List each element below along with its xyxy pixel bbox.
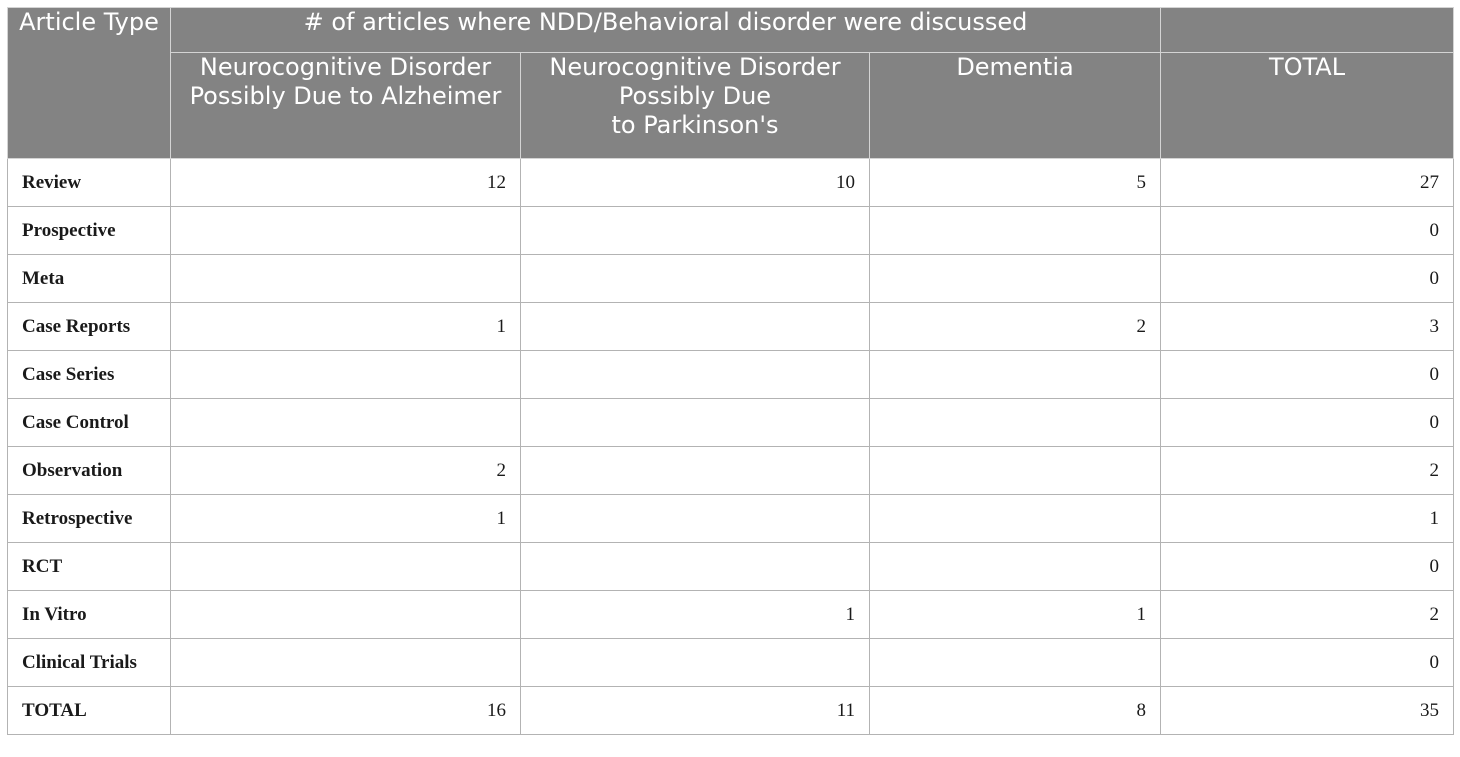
row-label: Case Reports <box>8 303 171 351</box>
cell-dementia: 1 <box>870 591 1161 639</box>
cell-total: 0 <box>1161 543 1454 591</box>
cell-dementia: 8 <box>870 687 1161 735</box>
cell-total: 2 <box>1161 591 1454 639</box>
cell-parkinson <box>521 447 870 495</box>
table-row <box>8 255 1454 303</box>
cell-alzheimer <box>171 207 521 255</box>
cell-total: 3 <box>1161 303 1454 351</box>
header-col-parkinson-line2: to Parkinson's <box>611 111 779 140</box>
cell-dementia <box>870 495 1161 543</box>
table-row <box>8 303 1454 351</box>
cell-dementia <box>870 351 1161 399</box>
cell-total: 0 <box>1161 351 1454 399</box>
cell-parkinson <box>521 303 870 351</box>
row-label: Case Series <box>8 351 171 399</box>
row-label: Case Control <box>8 399 171 447</box>
cell-alzheimer <box>171 639 521 687</box>
cell-total: 0 <box>1161 255 1454 303</box>
cell-alzheimer: 16 <box>171 687 521 735</box>
header-row-top <box>8 8 1454 53</box>
cell-total: 27 <box>1161 159 1454 207</box>
table-row <box>8 207 1454 255</box>
cell-total: 0 <box>1161 207 1454 255</box>
header-col-total: TOTAL <box>1161 53 1454 159</box>
cell-dementia <box>870 543 1161 591</box>
cell-alzheimer: 2 <box>171 447 521 495</box>
row-label: Meta <box>8 255 171 303</box>
cell-dementia <box>870 399 1161 447</box>
cell-total: 0 <box>1161 399 1454 447</box>
cell-alzheimer: 1 <box>171 495 521 543</box>
cell-parkinson <box>521 351 870 399</box>
cell-alzheimer <box>171 591 521 639</box>
cell-parkinson: 10 <box>521 159 870 207</box>
row-label: Review <box>8 159 171 207</box>
header-col-alzheimer: Neurocognitive Disorder Possibly Due to Alzheimer <box>171 53 521 159</box>
table-row <box>8 159 1454 207</box>
cell-total: 0 <box>1161 639 1454 687</box>
cell-dementia <box>870 447 1161 495</box>
table-header <box>8 8 1454 159</box>
table-row <box>8 639 1454 687</box>
row-label: Clinical Trials <box>8 639 171 687</box>
cell-parkinson <box>521 639 870 687</box>
table-row <box>8 447 1454 495</box>
header-empty <box>1161 8 1454 53</box>
table-row <box>8 399 1454 447</box>
cell-parkinson: 11 <box>521 687 870 735</box>
cell-alzheimer <box>171 255 521 303</box>
cell-dementia <box>870 255 1161 303</box>
cell-alzheimer <box>171 351 521 399</box>
cell-total: 2 <box>1161 447 1454 495</box>
cell-total: 1 <box>1161 495 1454 543</box>
row-label: Retrospective <box>8 495 171 543</box>
cell-alzheimer: 1 <box>171 303 521 351</box>
table-row <box>8 543 1454 591</box>
cell-parkinson <box>521 399 870 447</box>
header-col-dementia: Dementia <box>870 53 1161 159</box>
table-row <box>8 351 1454 399</box>
header-article-type: Article Type <box>8 8 171 159</box>
cell-parkinson <box>521 207 870 255</box>
cell-alzheimer: 12 <box>171 159 521 207</box>
articles-table <box>7 7 1454 735</box>
table-row-total <box>8 687 1454 735</box>
table-body <box>8 159 1454 735</box>
header-col-parkinson-line1: Neurocognitive Disorder Possibly Due <box>549 53 841 111</box>
header-col-parkinson <box>521 53 870 159</box>
row-label: In Vitro <box>8 591 171 639</box>
cell-parkinson <box>521 495 870 543</box>
cell-parkinson <box>521 255 870 303</box>
table-row <box>8 591 1454 639</box>
row-label: TOTAL <box>8 687 171 735</box>
row-label: Observation <box>8 447 171 495</box>
table-row <box>8 495 1454 543</box>
row-label: RCT <box>8 543 171 591</box>
cell-dementia <box>870 207 1161 255</box>
cell-parkinson: 1 <box>521 591 870 639</box>
cell-total: 35 <box>1161 687 1454 735</box>
cell-alzheimer <box>171 399 521 447</box>
header-row-sub <box>8 53 1454 159</box>
cell-dementia <box>870 639 1161 687</box>
cell-dementia: 2 <box>870 303 1161 351</box>
cell-dementia: 5 <box>870 159 1161 207</box>
row-label: Prospective <box>8 207 171 255</box>
header-group-title: # of articles where NDD/Behavioral disorder were discussed <box>171 8 1161 53</box>
cell-alzheimer <box>171 543 521 591</box>
cell-parkinson <box>521 543 870 591</box>
